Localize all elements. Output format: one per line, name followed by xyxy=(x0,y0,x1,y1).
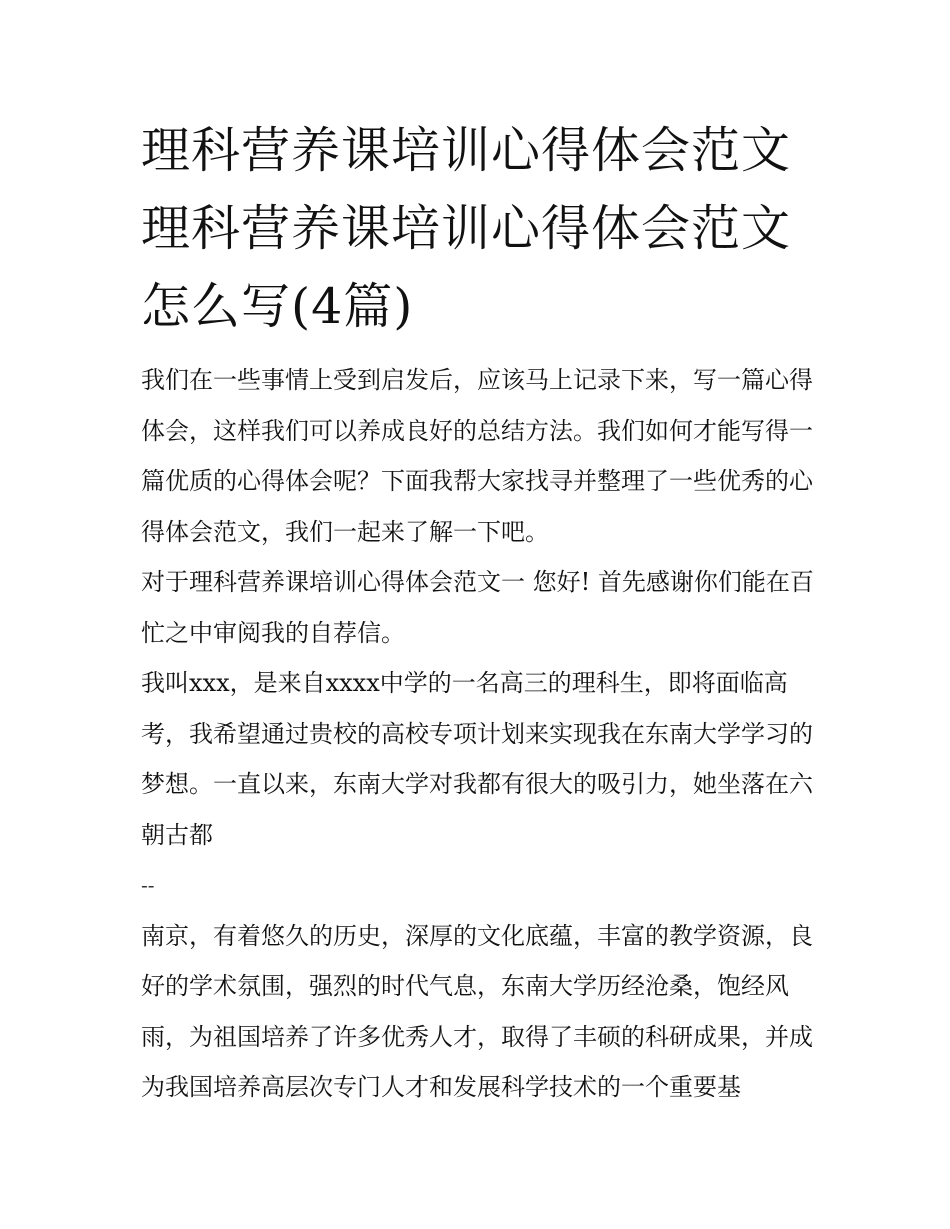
paragraph-2: 我叫xxx，是来自xxxx中学的一名高三的理科生，即将面临高考，我希望通过贵校的高校专项计划来实现我在东南大学学习的梦想。一直以来，东南大学对我都有很大的吸引力，她坐落在六朝古都 xyxy=(141,669,813,849)
document-title: 理科营养课培训心得体会范文理科营养课培训心得体会范文怎么写(4篇) xyxy=(141,122,792,335)
paragraph-1: 对于理科营养课培训心得体会范文一 您好! 首先感谢你们能在百忙之中审阅我的自荐信。 xyxy=(141,568,814,647)
page-separator: -- xyxy=(141,873,155,897)
paragraph-3: 南京，有着悠久的历史，深厚的文化底蕴，丰富的教学资源，良好的学术氛围，强烈的时代气息，东南大学历经沧桑，饱经风雨，为祖国培养了许多优秀人才，取得了丰硕的科研成果，并成为我国培养高层次专门人才和发展科学技术的一个重要基 xyxy=(141,921,813,1101)
document-body xyxy=(141,355,821,1113)
intro-paragraph: 我们在一些事情上受到启发后，应该马上记录下来，写一篇心得体会，这样我们可以养成良好的总结方法。我们如何才能写得一篇优质的心得体会呢？下面我帮大家找寻并整理了一些优秀的心得体会范文，我们一起来了解一下吧。 xyxy=(141,366,813,546)
